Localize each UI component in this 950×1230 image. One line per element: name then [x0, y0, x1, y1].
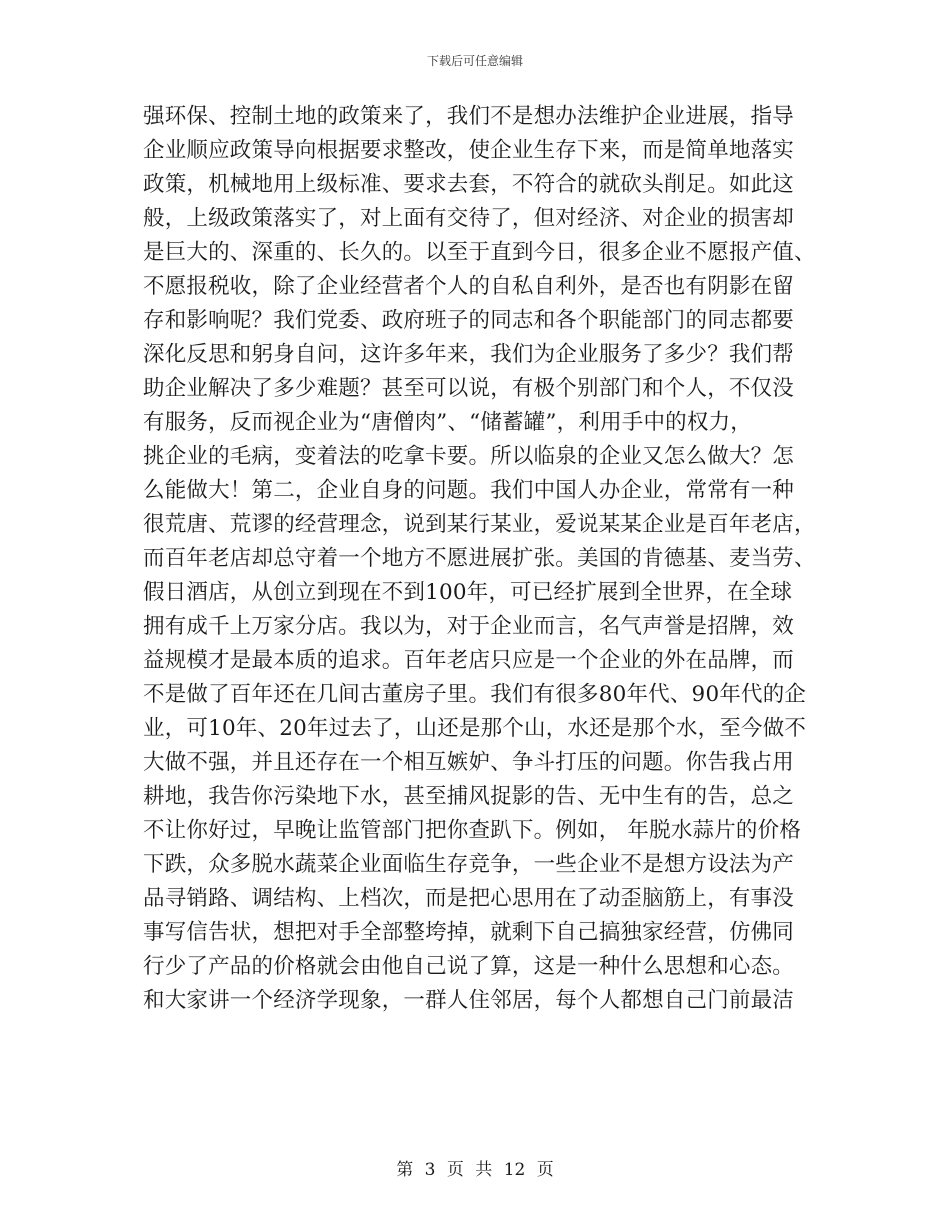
text-line: 行少了产品的价格就会由他自己说了算，这是一种什么思想和心态。: [143, 954, 795, 979]
page-footer: 第 3 页 共 12 页: [396, 1160, 554, 1180]
text-line: 政策，机械地用上级标准、要求去套，不符合的就砍头削足。如此这: [143, 172, 795, 197]
text-line: 下跌，众多脱水蔬菜企业面临生存竞争，一些企业不是想方设法为产: [143, 852, 795, 877]
text-line: 益规模才是最本质的追求。百年老店只应是一个企业的外在品牌，而: [143, 648, 795, 673]
text-line: 事写信告状，想把对手全部整垮掉，就剩下自己搞独家经营，仿佛同: [143, 920, 795, 945]
text-line: 挑企业的毛病，变着法的吃拿卡要。所以临泉的企业又怎么做大？怎: [143, 444, 795, 469]
text-line: 而百年老店却总守着一个地方不愿进展扩张。美国的肯德基、麦当劳、: [143, 546, 816, 571]
text-line: 是巨大的、深重的、长久的。以至于直到今日，很多企业不愿报产值、: [143, 240, 816, 265]
text-line: 不愿报税收，除了企业经营者个人的自私自利外，是否也有阴影在留: [143, 274, 795, 299]
text-line: 拥有成千上万家分店。我以为，对于企业而言，名气声誉是招牌，效: [143, 614, 795, 639]
text-line: 耕地，我告你污染地下水，甚至捕风捉影的告、无中生有的告，总之: [143, 784, 795, 809]
text-line: 品寻销路、调结构、上档次，而是把心思用在了动歪脑筋上，有事没: [143, 886, 795, 911]
text-line: 和大家讲一个经济学现象，一群人住邻居，每个人都想自己门前最洁: [143, 988, 795, 1013]
page-header: 下载后可任意编辑: [426, 54, 523, 68]
text-line: 强环保、控制土地的政策来了，我们不是想办法维护企业进展，指导: [143, 104, 795, 129]
text-line: 深化反思和躬身自问，这许多年来，我们为企业服务了多少？我们帮: [143, 342, 795, 367]
document-body: [143, 100, 816, 1018]
text-line: 很荒唐、荒谬的经营理念，说到某行某业，爱说某某企业是百年老店，: [143, 512, 816, 537]
text-line: 助企业解决了多少难题？甚至可以说，有极个别部门和个人，不仅没: [143, 376, 795, 401]
text-line: 不让你好过，早晚让监管部门把你查趴下。例如， 年脱水蒜片的价格: [143, 818, 802, 843]
text-line: 不是做了百年还在几间古董房子里。我们有很多80年代、90年代的企: [143, 682, 807, 707]
text-line: 企业顺应政策导向根据要求整改，使企业生存下来，而是简单地落实: [143, 138, 795, 163]
text-line: 存和影响呢？我们党委、政府班子的同志和各个职能部门的同志都要: [143, 308, 795, 333]
text-line: 么能做大！第二，企业自身的问题。我们中国人办企业，常常有一种: [143, 478, 795, 503]
text-line: 般，上级政策落实了，对上面有交待了，但对经济、对企业的损害却: [143, 206, 795, 231]
text-line: 业，可10年、20年过去了，山还是那个山，水还是那个水，至今做不: [143, 716, 807, 741]
text-line: 大做不强，并且还存在一个相互嫉妒、争斗打压的问题。你告我占用: [143, 750, 795, 775]
text-line: 有服务，反而视企业为“唐僧肉”、“储蓄罐”，利用手中的权力，: [143, 410, 752, 435]
text-line: 假日酒店，从创立到现在不到100年，可已经扩展到全世界，在全球: [143, 580, 793, 605]
